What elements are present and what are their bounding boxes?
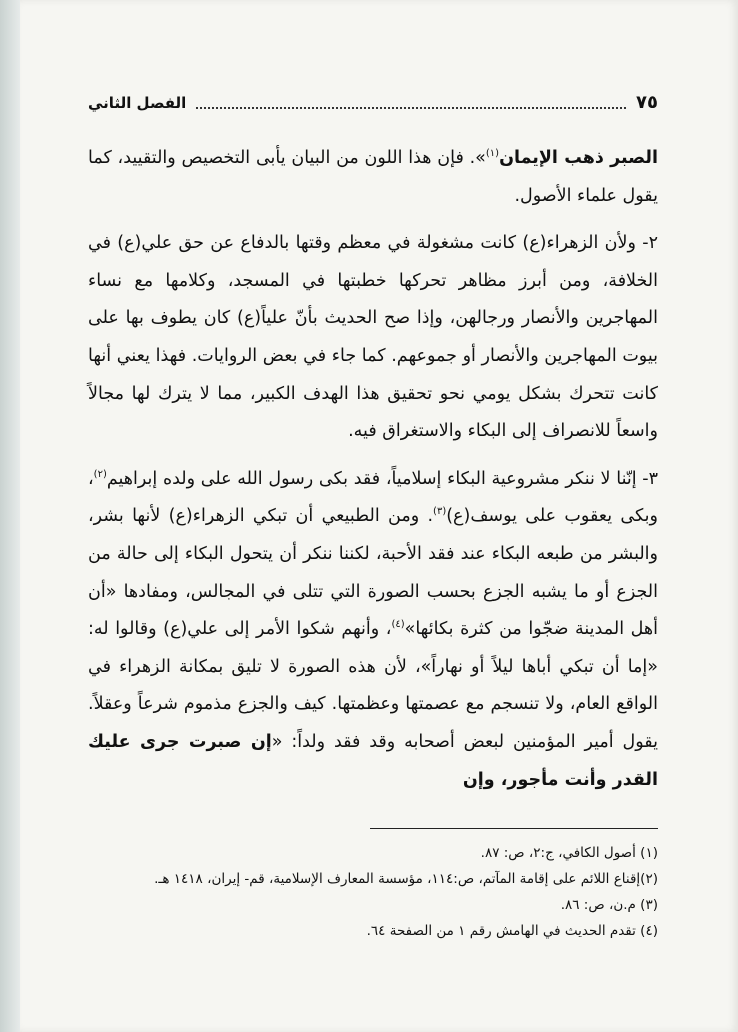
footnotes [88,840,658,944]
paragraph-1 [88,140,658,215]
paragraph-3-part-4: ، وأنهم شكوا الأمر إلى علي(ع) وقالوا له: «إما أن تبكي أباها ليلاً أو نهاراً»، لأن هذه الصورة لا تليق بمكانة الزهراء في الواقع العام، ولا تنسجم مع عصمتها وعظمتها. كيف والجزع مذموم شرعاً وعقلاً. يقول أمير المؤمنين لبعض أصحابه وقد فقد ولداً: « [88,619,658,752]
paragraph-3-part-2: ، وبكى يعقوب على يوسف(ع) [88,468,658,527]
paragraph-3-part-3: . ومن الطبيعي أن تبكي الزهراء(ع) لأنها بشر، والبشر من طبعه البكاء عند فقد الأحبة، لكننا ننكر أن يتحول البكاء إلى حالة من الجزع أو ما يشبه الجزع بحسب الصورة التي تتلى في المجالس، ومفادها «أن أهل المدينة ضجّوا من كثرة بكائها» [88,506,658,640]
page-number: ٧٥ [636,92,658,113]
footnote-ref-2: (٢) [93,468,107,480]
chapter-title: الفصل الثاني [88,94,187,112]
book-spine-edge [0,0,20,1032]
paragraph-3 [88,461,658,799]
footnote-3: (٣) م.ن، ص: ٨٦. [560,897,658,913]
footnote-ref-1: (١) [485,148,500,160]
header-dotted-leader [196,106,626,109]
paragraph-3-part-1: ٣- إنّنا لا ننكر مشروعية البكاء إسلامياً، فقد بكى رسول الله على ولده إبراهيم [106,468,658,489]
quote-lead: الصبر ذهب الإيمان [499,148,658,168]
paragraph-2: ٢- ولأن الزهراء(ع) كانت مشغولة في معظم وقتها بالدفاع عن حق علي(ع) في الخلافة، ومن أبرز مظاهر تحركها خطبتها في المسجد، وكلامها مع نساء المهاجرين والأنصار ورجالهن، وإذا صح الحديث بأنّ علياً(ع) كان يطوف بها على بيوت المهاجرين والأنصار أو جموعهم. كما جاء في بعض الروايات. فهذا يعني أنها كانت تتحرك بشكل يومي نحو تحقيق هذا الهدف الكبير، مما لا يترك لها مجالاً واسعاً للانصراف إلى البكاء والاستغراق فيه. [88,233,658,442]
main-text [88,140,658,799]
footnote-2: (٢)إقناع اللائم على إقامة المآتم، ص:١١٤، مؤسسة المعارف الإسلامية، قم- إيران، ١٤١٨ هـ. [154,871,658,887]
paragraph-1-text: ». فإن هذا اللون من البيان يأبى التخصيص والتقييد، كما يقول علماء الأصول. [88,148,658,206]
footnote-4: (٤) تقدم الحديث في الهامش رقم ١ من الصفحة ٦٤. [366,923,658,939]
footnote-separator [370,828,658,829]
footnote-1: (١) أصول الكافي، ج:٢، ص: ٨٧. [480,845,658,861]
quote-bold-ending: إن صبرت جرى عليك القدر وأنت مأجور، وإن [88,731,658,790]
footnote-ref-3: (٣) [433,506,447,518]
footnote-ref-4: (٤) [391,619,405,631]
running-header [88,88,658,114]
